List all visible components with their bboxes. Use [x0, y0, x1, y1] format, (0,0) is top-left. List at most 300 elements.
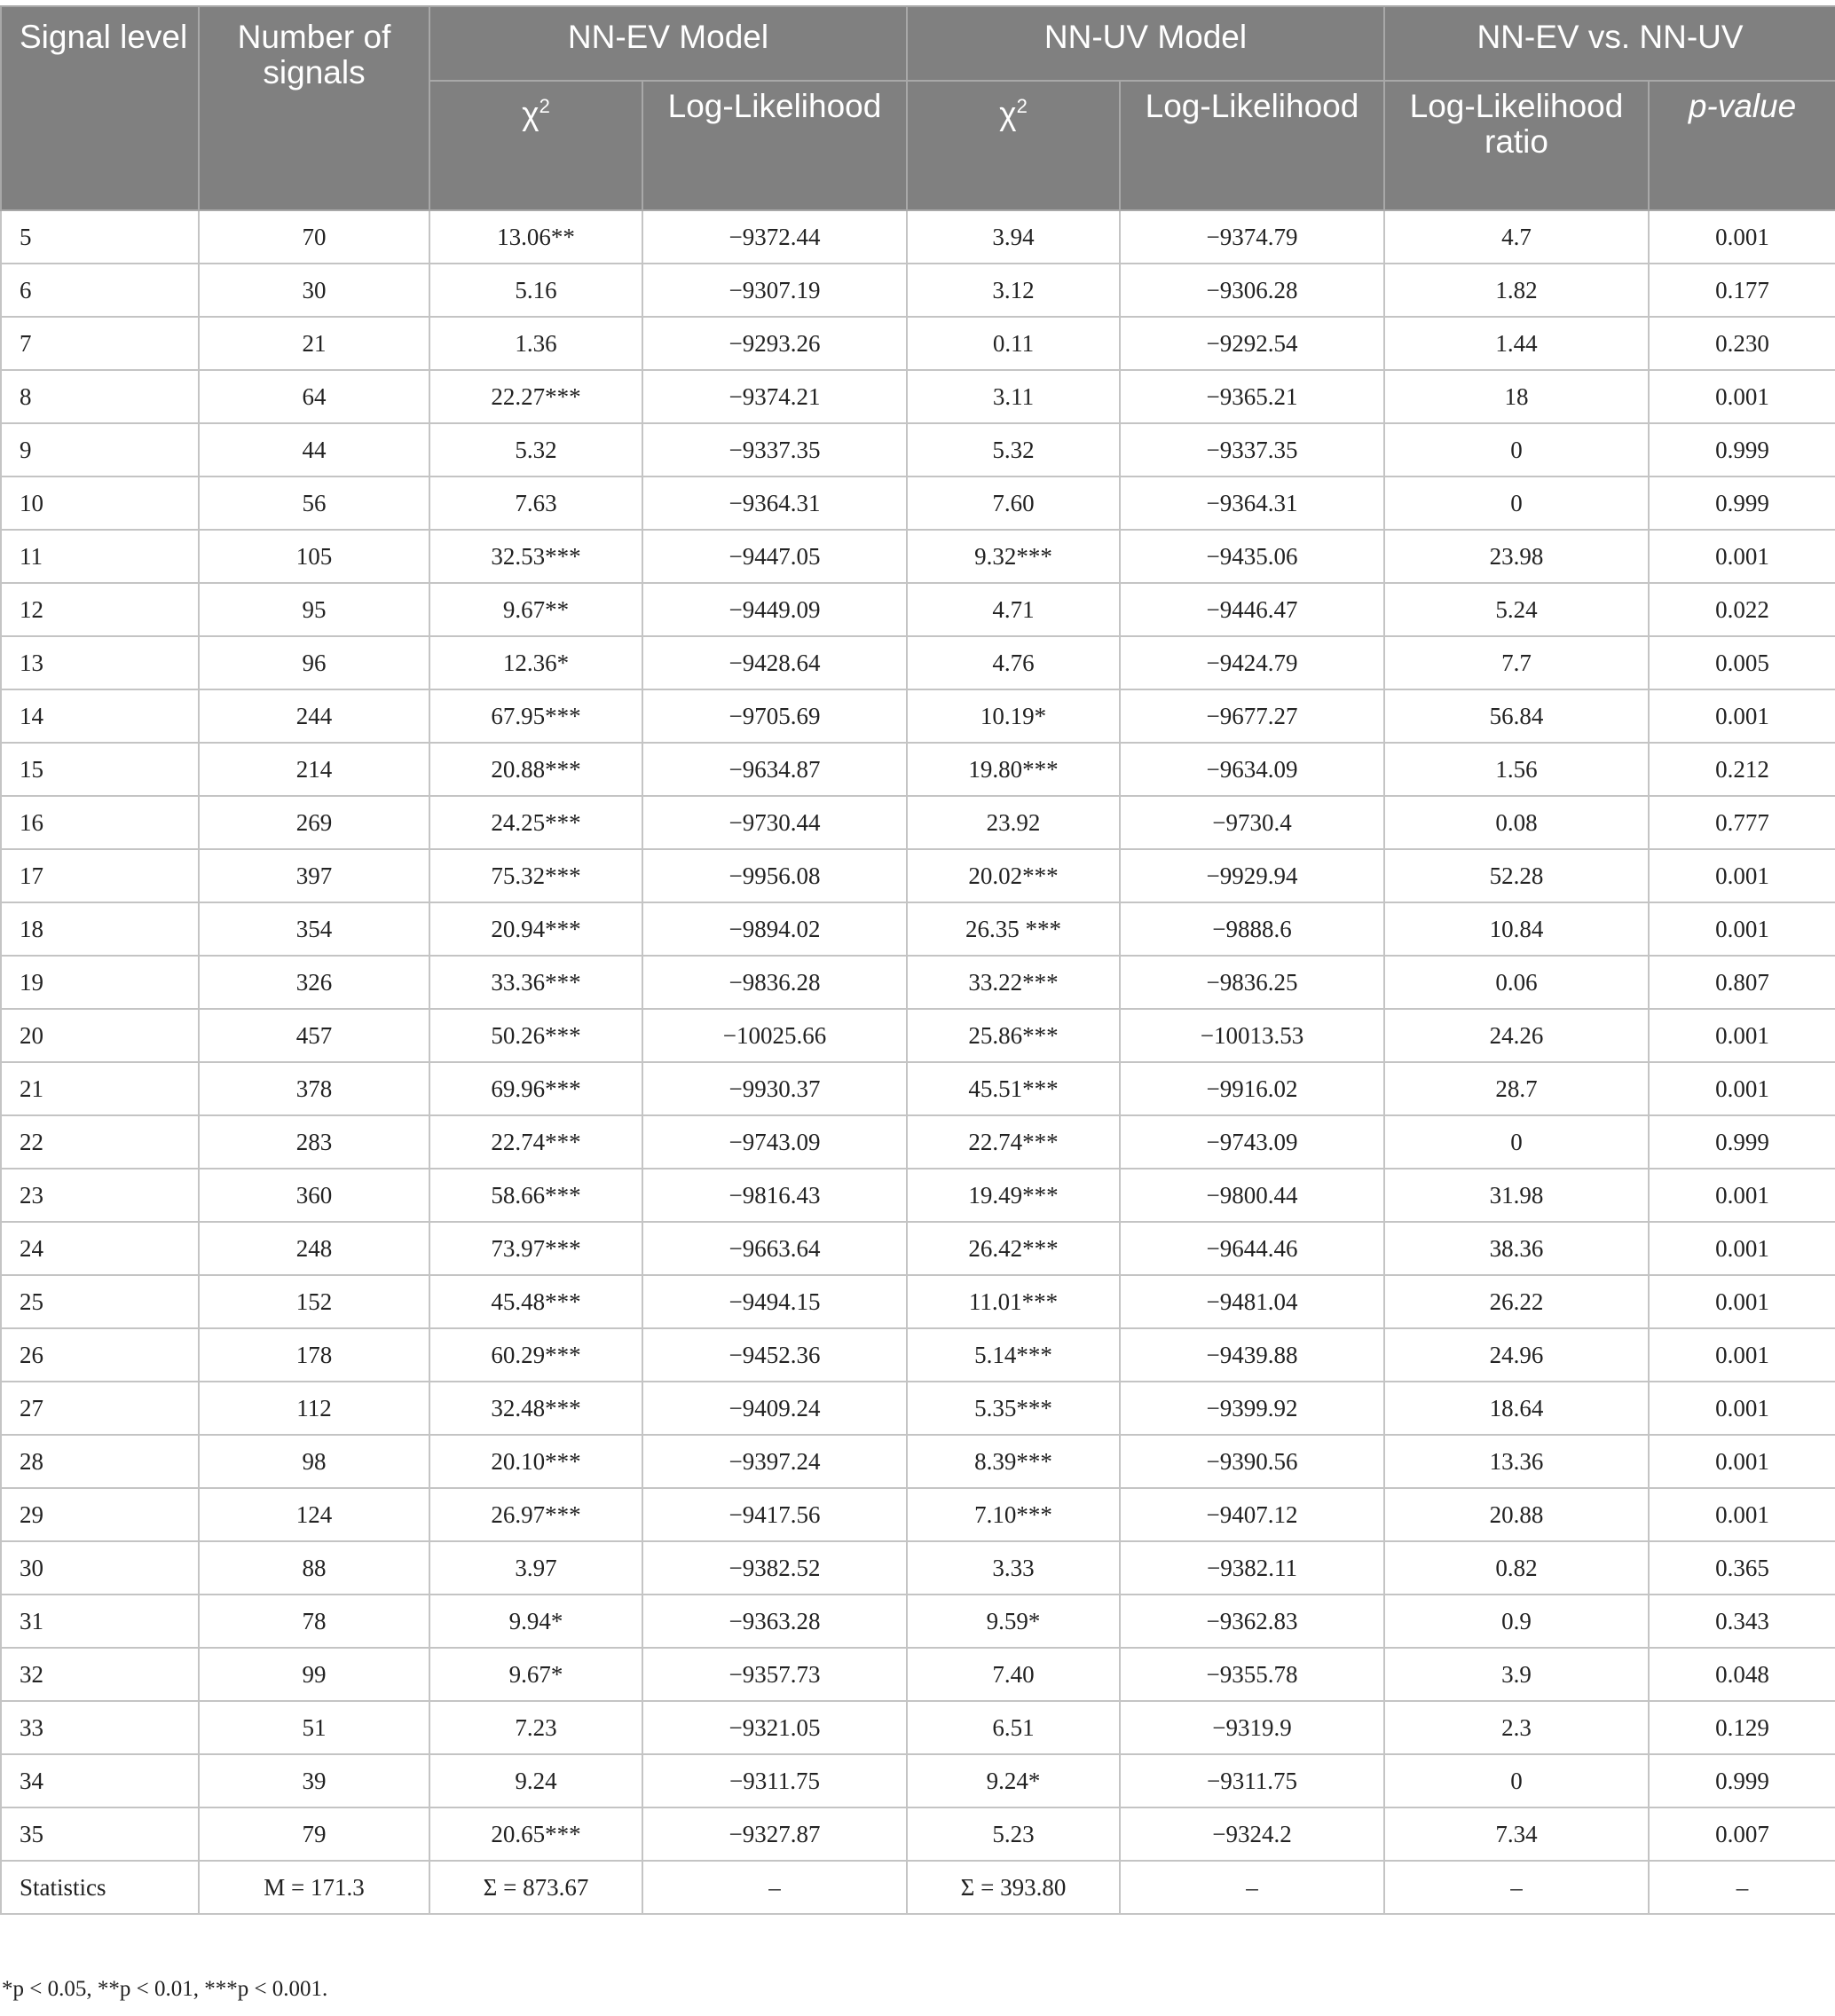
cell-log-likelihood-ratio: 0	[1384, 1754, 1649, 1807]
table-row	[1, 1115, 1835, 1169]
cell-p-value: 0.001	[1649, 1488, 1835, 1541]
cell-ev-chi-squared: 26.97***	[429, 1488, 642, 1541]
header-log-likelihood-ratio: Log-Likelihood ratio	[1384, 81, 1649, 210]
table-row	[1, 849, 1835, 902]
cell-p-value: 0.001	[1649, 210, 1835, 264]
cell-number-of-signals: 152	[199, 1275, 429, 1328]
cell-ev-chi-squared: 22.74***	[429, 1115, 642, 1169]
header-uv-log-likelihood: Log-Likelihood	[1120, 81, 1384, 210]
cell-uv-chi-squared: 7.60	[907, 476, 1120, 530]
cell-signal-level: 24	[1, 1222, 199, 1275]
cell-ev-log-likelihood: −9327.87	[642, 1807, 907, 1861]
table-row	[1, 1382, 1835, 1435]
cell-number-of-signals: 244	[199, 689, 429, 743]
cell-p-value: 0.007	[1649, 1807, 1835, 1861]
cell-ev-chi-squared: 9.94*	[429, 1595, 642, 1648]
cell-uv-log-likelihood: −9730.4	[1120, 796, 1384, 849]
cell-number-of-signals: 283	[199, 1115, 429, 1169]
cell-log-likelihood-ratio: 1.44	[1384, 317, 1649, 370]
cell-number-of-signals: 397	[199, 849, 429, 902]
cell-log-likelihood-ratio: 5.24	[1384, 583, 1649, 636]
cell-ev-log-likelihood: −9311.75	[642, 1754, 907, 1807]
cell-log-likelihood-ratio: 7.34	[1384, 1807, 1649, 1861]
cell-uv-log-likelihood: −9337.35	[1120, 423, 1384, 476]
cell-ev-chi-squared: 20.88***	[429, 743, 642, 796]
cell-ev-log-likelihood: −9364.31	[642, 476, 907, 530]
table-row	[1, 956, 1835, 1009]
cell-signal-level: 11	[1, 530, 199, 583]
cell-ev-log-likelihood: −9357.73	[642, 1648, 907, 1701]
cell-signal-level: 8	[1, 370, 199, 423]
cell-number-of-signals: 124	[199, 1488, 429, 1541]
cell-p-value: 0.999	[1649, 1115, 1835, 1169]
cell-uv-log-likelihood: −9292.54	[1120, 317, 1384, 370]
cell-signal-level: 23	[1, 1169, 199, 1222]
cell-p-value: 0.129	[1649, 1701, 1835, 1754]
cell-signal-level: 28	[1, 1435, 199, 1488]
cell-number-of-signals: 105	[199, 530, 429, 583]
cell-number-of-signals: 178	[199, 1328, 429, 1382]
cell-number-of-signals: 39	[199, 1754, 429, 1807]
cell-uv-chi-squared: 3.33	[907, 1541, 1120, 1595]
header-nn-uv-model: NN-UV Model	[907, 6, 1384, 81]
cell-p-value: 0.001	[1649, 1222, 1835, 1275]
cell-ev-log-likelihood: −9663.64	[642, 1222, 907, 1275]
table-row	[1, 1754, 1835, 1807]
cell-uv-chi-squared: 5.35***	[907, 1382, 1120, 1435]
cell-log-likelihood-ratio: 10.84	[1384, 902, 1649, 956]
cell-p-value: 0.807	[1649, 956, 1835, 1009]
cell-uv-log-likelihood: −9319.9	[1120, 1701, 1384, 1754]
cell-uv-chi-squared: 20.02***	[907, 849, 1120, 902]
table-row	[1, 1541, 1835, 1595]
cell-log-likelihood-ratio: 0.08	[1384, 796, 1649, 849]
cell-number-of-signals: 78	[199, 1595, 429, 1648]
cell-p-value: 0.001	[1649, 1435, 1835, 1488]
table-row	[1, 1701, 1835, 1754]
table-row	[1, 1648, 1835, 1701]
cell-uv-log-likelihood: −9929.94	[1120, 849, 1384, 902]
cell-ev-log-likelihood: −9397.24	[642, 1435, 907, 1488]
cell-uv-log-likelihood: −9481.04	[1120, 1275, 1384, 1328]
cell-number-of-signals: 79	[199, 1807, 429, 1861]
cell-ev-chi-squared: 45.48***	[429, 1275, 642, 1328]
results-table	[0, 5, 1835, 1915]
cell-uv-chi-squared: 9.59*	[907, 1595, 1120, 1648]
cell-ev-chi-squared: 20.10***	[429, 1435, 642, 1488]
header-p-value: p-value	[1649, 81, 1835, 210]
cell-log-likelihood-ratio: 0	[1384, 423, 1649, 476]
cell-number-of-signals: 51	[199, 1701, 429, 1754]
cell-signal-level: Statistics	[1, 1861, 199, 1914]
cell-ev-chi-squared: 5.32	[429, 423, 642, 476]
cell-uv-chi-squared: 3.12	[907, 264, 1120, 317]
cell-uv-log-likelihood: −9362.83	[1120, 1595, 1384, 1648]
header-uv-chi-squared	[907, 81, 1120, 210]
cell-ev-chi-squared: 3.97	[429, 1541, 642, 1595]
cell-signal-level: 31	[1, 1595, 199, 1648]
cell-signal-level: 22	[1, 1115, 199, 1169]
cell-ev-log-likelihood: −9743.09	[642, 1115, 907, 1169]
cell-signal-level: 35	[1, 1807, 199, 1861]
table-row	[1, 1222, 1835, 1275]
cell-signal-level: 9	[1, 423, 199, 476]
cell-log-likelihood-ratio: 52.28	[1384, 849, 1649, 902]
cell-log-likelihood-ratio: 1.82	[1384, 264, 1649, 317]
cell-uv-log-likelihood: −9435.06	[1120, 530, 1384, 583]
cell-signal-level: 14	[1, 689, 199, 743]
cell-uv-chi-squared: 8.39***	[907, 1435, 1120, 1488]
cell-number-of-signals: 112	[199, 1382, 429, 1435]
cell-p-value: 0.001	[1649, 689, 1835, 743]
table-row	[1, 1169, 1835, 1222]
table-row	[1, 370, 1835, 423]
cell-uv-chi-squared: 19.80***	[907, 743, 1120, 796]
cell-uv-log-likelihood: −9364.31	[1120, 476, 1384, 530]
cell-signal-level: 19	[1, 956, 199, 1009]
chi-symbol: χ	[999, 95, 1017, 132]
table-row	[1, 1328, 1835, 1382]
cell-ev-log-likelihood: −9494.15	[642, 1275, 907, 1328]
cell-ev-log-likelihood: −9307.19	[642, 264, 907, 317]
cell-ev-log-likelihood: −9293.26	[642, 317, 907, 370]
cell-number-of-signals: 326	[199, 956, 429, 1009]
cell-log-likelihood-ratio: 1.56	[1384, 743, 1649, 796]
cell-uv-log-likelihood: −9634.09	[1120, 743, 1384, 796]
cell-ev-log-likelihood: −9374.21	[642, 370, 907, 423]
table-row	[1, 583, 1835, 636]
chi-superscript: 2	[1016, 95, 1028, 117]
cell-ev-log-likelihood: −9409.24	[642, 1382, 907, 1435]
table-row	[1, 317, 1835, 370]
cell-p-value: 0.999	[1649, 423, 1835, 476]
cell-uv-chi-squared: 9.24*	[907, 1754, 1120, 1807]
cell-uv-chi-squared: 23.92	[907, 796, 1120, 849]
cell-ev-chi-squared: 9.67**	[429, 583, 642, 636]
cell-uv-chi-squared: 19.49***	[907, 1169, 1120, 1222]
cell-ev-chi-squared: 50.26***	[429, 1009, 642, 1062]
cell-ev-chi-squared: 20.65***	[429, 1807, 642, 1861]
cell-signal-level: 25	[1, 1275, 199, 1328]
cell-ev-log-likelihood: −9816.43	[642, 1169, 907, 1222]
cell-number-of-signals: 378	[199, 1062, 429, 1115]
cell-uv-chi-squared: 22.74***	[907, 1115, 1120, 1169]
cell-p-value: 0.001	[1649, 530, 1835, 583]
cell-ev-chi-squared: 24.25***	[429, 796, 642, 849]
cell-ev-log-likelihood: −9705.69	[642, 689, 907, 743]
cell-signal-level: 7	[1, 317, 199, 370]
cell-uv-chi-squared: 25.86***	[907, 1009, 1120, 1062]
cell-signal-level: 20	[1, 1009, 199, 1062]
cell-ev-chi-squared: 67.95***	[429, 689, 642, 743]
cell-uv-log-likelihood: −9407.12	[1120, 1488, 1384, 1541]
cell-uv-chi-squared: 26.35 ***	[907, 902, 1120, 956]
cell-uv-log-likelihood: −9800.44	[1120, 1169, 1384, 1222]
cell-log-likelihood-ratio: 3.9	[1384, 1648, 1649, 1701]
table-row	[1, 1595, 1835, 1648]
header-ev-log-likelihood: Log-Likelihood	[642, 81, 907, 210]
cell-p-value: 0.212	[1649, 743, 1835, 796]
cell-p-value: 0.999	[1649, 1754, 1835, 1807]
cell-log-likelihood-ratio: 24.96	[1384, 1328, 1649, 1382]
cell-number-of-signals: 354	[199, 902, 429, 956]
cell-signal-level: 17	[1, 849, 199, 902]
cell-uv-chi-squared: 5.14***	[907, 1328, 1120, 1382]
cell-signal-level: 12	[1, 583, 199, 636]
cell-uv-chi-squared: 7.10***	[907, 1488, 1120, 1541]
cell-p-value: 0.001	[1649, 1062, 1835, 1115]
cell-uv-log-likelihood: −9644.46	[1120, 1222, 1384, 1275]
table-row	[1, 264, 1835, 317]
cell-p-value: 0.001	[1649, 1382, 1835, 1435]
cell-p-value: 0.177	[1649, 264, 1835, 317]
table-row	[1, 1009, 1835, 1062]
cell-ev-chi-squared: 20.94***	[429, 902, 642, 956]
cell-log-likelihood-ratio: 31.98	[1384, 1169, 1649, 1222]
cell-log-likelihood-ratio: 0	[1384, 476, 1649, 530]
cell-ev-chi-squared: 7.23	[429, 1701, 642, 1754]
cell-log-likelihood-ratio: 23.98	[1384, 530, 1649, 583]
cell-log-likelihood-ratio: –	[1384, 1861, 1649, 1914]
cell-uv-log-likelihood: −9311.75	[1120, 1754, 1384, 1807]
table-row	[1, 743, 1835, 796]
cell-ev-log-likelihood: −9417.56	[642, 1488, 907, 1541]
cell-ev-log-likelihood: −9452.36	[642, 1328, 907, 1382]
cell-number-of-signals: 214	[199, 743, 429, 796]
cell-uv-chi-squared: 5.32	[907, 423, 1120, 476]
cell-p-value: 0.999	[1649, 476, 1835, 530]
cell-uv-chi-squared: 9.32***	[907, 530, 1120, 583]
cell-p-value: 0.343	[1649, 1595, 1835, 1648]
cell-p-value: 0.365	[1649, 1541, 1835, 1595]
cell-uv-chi-squared: 26.42***	[907, 1222, 1120, 1275]
cell-p-value: –	[1649, 1861, 1835, 1914]
cell-number-of-signals: 30	[199, 264, 429, 317]
header-signal-level: Signal level	[1, 6, 199, 210]
cell-log-likelihood-ratio: 7.7	[1384, 636, 1649, 689]
cell-number-of-signals: 360	[199, 1169, 429, 1222]
cell-number-of-signals: 95	[199, 583, 429, 636]
cell-number-of-signals: 96	[199, 636, 429, 689]
cell-signal-level: 29	[1, 1488, 199, 1541]
cell-uv-chi-squared: 7.40	[907, 1648, 1120, 1701]
cell-ev-log-likelihood: −10025.66	[642, 1009, 907, 1062]
cell-number-of-signals: 98	[199, 1435, 429, 1488]
cell-number-of-signals: 21	[199, 317, 429, 370]
cell-uv-log-likelihood: −9677.27	[1120, 689, 1384, 743]
table-header	[1, 6, 1835, 210]
cell-uv-chi-squared: 0.11	[907, 317, 1120, 370]
cell-ev-chi-squared: 32.48***	[429, 1382, 642, 1435]
cell-uv-chi-squared: 3.11	[907, 370, 1120, 423]
cell-ev-log-likelihood: −9337.35	[642, 423, 907, 476]
header-ev-chi-squared	[429, 81, 642, 210]
cell-ev-chi-squared: 12.36*	[429, 636, 642, 689]
table-body	[1, 210, 1835, 1914]
table-row	[1, 1435, 1835, 1488]
cell-ev-log-likelihood: −9930.37	[642, 1062, 907, 1115]
cell-log-likelihood-ratio: 24.26	[1384, 1009, 1649, 1062]
cell-log-likelihood-ratio: 18	[1384, 370, 1649, 423]
cell-signal-level: 27	[1, 1382, 199, 1435]
cell-ev-log-likelihood: −9363.28	[642, 1595, 907, 1648]
cell-log-likelihood-ratio: 38.36	[1384, 1222, 1649, 1275]
cell-ev-log-likelihood: −9634.87	[642, 743, 907, 796]
cell-p-value: 0.022	[1649, 583, 1835, 636]
cell-uv-log-likelihood: −9355.78	[1120, 1648, 1384, 1701]
cell-p-value: 0.001	[1649, 370, 1835, 423]
cell-uv-log-likelihood: −9374.79	[1120, 210, 1384, 264]
table-row	[1, 796, 1835, 849]
cell-uv-chi-squared: 3.94	[907, 210, 1120, 264]
cell-log-likelihood-ratio: 2.3	[1384, 1701, 1649, 1754]
cell-signal-level: 34	[1, 1754, 199, 1807]
table-row	[1, 1275, 1835, 1328]
table-row	[1, 423, 1835, 476]
table-row	[1, 636, 1835, 689]
cell-uv-log-likelihood: −9888.6	[1120, 902, 1384, 956]
cell-ev-log-likelihood: −9730.44	[642, 796, 907, 849]
cell-ev-chi-squared: 33.36***	[429, 956, 642, 1009]
cell-uv-chi-squared: 4.76	[907, 636, 1120, 689]
cell-number-of-signals: 248	[199, 1222, 429, 1275]
cell-p-value: 0.005	[1649, 636, 1835, 689]
cell-uv-chi-squared: 5.23	[907, 1807, 1120, 1861]
cell-uv-log-likelihood: −10013.53	[1120, 1009, 1384, 1062]
cell-signal-level: 26	[1, 1328, 199, 1382]
cell-p-value: 0.001	[1649, 1169, 1835, 1222]
table-row	[1, 1062, 1835, 1115]
cell-log-likelihood-ratio: 20.88	[1384, 1488, 1649, 1541]
cell-number-of-signals: M = 171.3	[199, 1861, 429, 1914]
cell-ev-chi-squared: 13.06**	[429, 210, 642, 264]
cell-uv-chi-squared: 4.71	[907, 583, 1120, 636]
cell-log-likelihood-ratio: 0	[1384, 1115, 1649, 1169]
cell-signal-level: 32	[1, 1648, 199, 1701]
cell-ev-chi-squared: 7.63	[429, 476, 642, 530]
cell-ev-chi-squared: 32.53***	[429, 530, 642, 583]
header-nn-ev-model: NN-EV Model	[429, 6, 907, 81]
cell-p-value: 0.001	[1649, 849, 1835, 902]
cell-signal-level: 18	[1, 902, 199, 956]
table-row	[1, 530, 1835, 583]
cell-uv-log-likelihood: −9399.92	[1120, 1382, 1384, 1435]
cell-p-value: 0.001	[1649, 902, 1835, 956]
cell-uv-log-likelihood: −9446.47	[1120, 583, 1384, 636]
cell-uv-chi-squared: 11.01***	[907, 1275, 1120, 1328]
chi-superscript: 2	[539, 95, 550, 117]
table-row	[1, 902, 1835, 956]
cell-number-of-signals: 64	[199, 370, 429, 423]
table-row	[1, 476, 1835, 530]
cell-log-likelihood-ratio: 56.84	[1384, 689, 1649, 743]
cell-log-likelihood-ratio: 4.7	[1384, 210, 1649, 264]
table-row	[1, 689, 1835, 743]
cell-ev-chi-squared: 73.97***	[429, 1222, 642, 1275]
cell-log-likelihood-ratio: 18.64	[1384, 1382, 1649, 1435]
cell-signal-level: 10	[1, 476, 199, 530]
cell-log-likelihood-ratio: 0.9	[1384, 1595, 1649, 1648]
cell-uv-chi-squared: 33.22***	[907, 956, 1120, 1009]
cell-number-of-signals: 457	[199, 1009, 429, 1062]
cell-ev-chi-squared: 60.29***	[429, 1328, 642, 1382]
table-row	[1, 1807, 1835, 1861]
cell-p-value: 0.230	[1649, 317, 1835, 370]
cell-uv-log-likelihood: −9365.21	[1120, 370, 1384, 423]
cell-ev-chi-squared: 58.66***	[429, 1169, 642, 1222]
cell-ev-chi-squared: 69.96***	[429, 1062, 642, 1115]
cell-p-value: 0.048	[1649, 1648, 1835, 1701]
cell-number-of-signals: 56	[199, 476, 429, 530]
cell-ev-chi-squared: Σ = 873.67	[429, 1861, 642, 1914]
cell-uv-log-likelihood: −9836.25	[1120, 956, 1384, 1009]
cell-uv-chi-squared: 45.51***	[907, 1062, 1120, 1115]
cell-ev-log-likelihood: −9321.05	[642, 1701, 907, 1754]
cell-log-likelihood-ratio: 0.82	[1384, 1541, 1649, 1595]
cell-ev-log-likelihood: −9894.02	[642, 902, 907, 956]
cell-signal-level: 15	[1, 743, 199, 796]
cell-ev-chi-squared: 9.24	[429, 1754, 642, 1807]
table-row	[1, 210, 1835, 264]
cell-p-value: 0.777	[1649, 796, 1835, 849]
cell-ev-log-likelihood: −9956.08	[642, 849, 907, 902]
cell-ev-chi-squared: 5.16	[429, 264, 642, 317]
table-row	[1, 1861, 1835, 1914]
cell-number-of-signals: 269	[199, 796, 429, 849]
footnote: *p < 0.05, **p < 0.01, ***p < 0.001.	[2, 1977, 328, 2001]
cell-ev-chi-squared: 22.27***	[429, 370, 642, 423]
chi-symbol: χ	[522, 95, 539, 132]
header-comparison: NN-EV vs. NN-UV	[1384, 6, 1835, 81]
cell-ev-log-likelihood: −9382.52	[642, 1541, 907, 1595]
cell-log-likelihood-ratio: 28.7	[1384, 1062, 1649, 1115]
cell-uv-log-likelihood: −9324.2	[1120, 1807, 1384, 1861]
cell-log-likelihood-ratio: 26.22	[1384, 1275, 1649, 1328]
cell-ev-log-likelihood: −9428.64	[642, 636, 907, 689]
cell-signal-level: 5	[1, 210, 199, 264]
cell-ev-chi-squared: 9.67*	[429, 1648, 642, 1701]
cell-number-of-signals: 88	[199, 1541, 429, 1595]
cell-ev-chi-squared: 75.32***	[429, 849, 642, 902]
cell-uv-log-likelihood: −9306.28	[1120, 264, 1384, 317]
cell-p-value: 0.001	[1649, 1328, 1835, 1382]
cell-uv-log-likelihood: −9916.02	[1120, 1062, 1384, 1115]
cell-uv-log-likelihood: −9424.79	[1120, 636, 1384, 689]
cell-number-of-signals: 70	[199, 210, 429, 264]
cell-uv-chi-squared: 10.19*	[907, 689, 1120, 743]
cell-uv-log-likelihood: −9382.11	[1120, 1541, 1384, 1595]
cell-p-value: 0.001	[1649, 1009, 1835, 1062]
cell-log-likelihood-ratio: 0.06	[1384, 956, 1649, 1009]
cell-signal-level: 30	[1, 1541, 199, 1595]
cell-number-of-signals: 99	[199, 1648, 429, 1701]
cell-uv-log-likelihood: −9743.09	[1120, 1115, 1384, 1169]
cell-ev-log-likelihood: −9449.09	[642, 583, 907, 636]
table-row	[1, 1488, 1835, 1541]
cell-signal-level: 13	[1, 636, 199, 689]
cell-p-value: 0.001	[1649, 1275, 1835, 1328]
cell-signal-level: 16	[1, 796, 199, 849]
cell-log-likelihood-ratio: 13.36	[1384, 1435, 1649, 1488]
cell-uv-log-likelihood: −9390.56	[1120, 1435, 1384, 1488]
cell-uv-chi-squared: 6.51	[907, 1701, 1120, 1754]
cell-signal-level: 33	[1, 1701, 199, 1754]
cell-ev-log-likelihood: −9372.44	[642, 210, 907, 264]
cell-uv-chi-squared: Σ = 393.80	[907, 1861, 1120, 1914]
cell-number-of-signals: 44	[199, 423, 429, 476]
cell-ev-log-likelihood: −9447.05	[642, 530, 907, 583]
cell-ev-log-likelihood: −9836.28	[642, 956, 907, 1009]
